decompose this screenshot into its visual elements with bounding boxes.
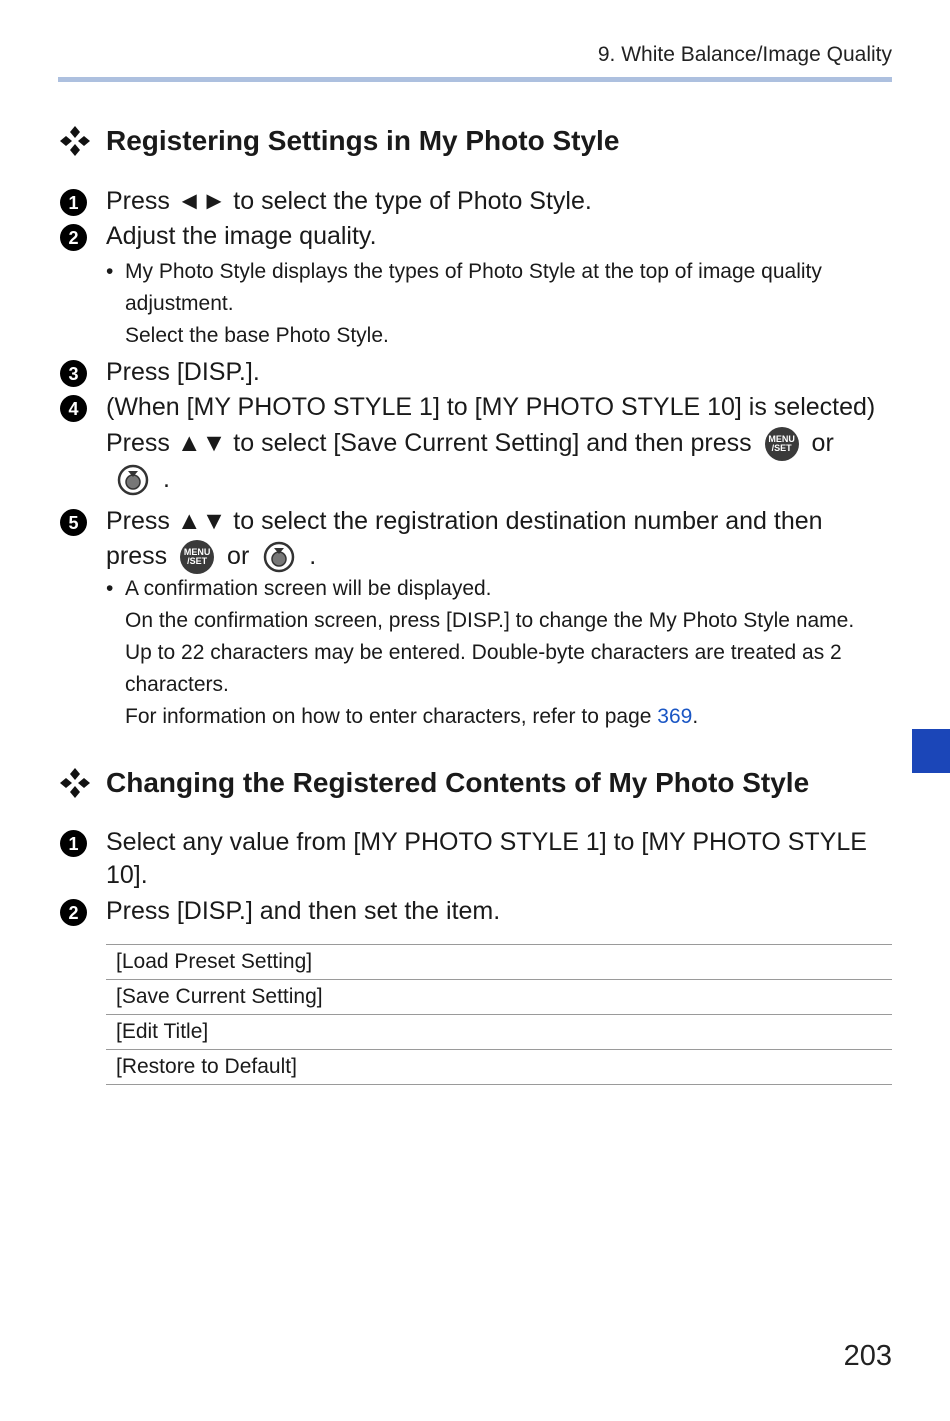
step-number: 2 (60, 224, 87, 251)
table-row (106, 1015, 892, 1050)
option-cell: [Edit Title] (106, 1015, 892, 1050)
period: . (162, 465, 170, 493)
section-title-text: Changing the Registered Contents of My Photo Style (106, 767, 810, 798)
step-text: Adjust the image quality. (106, 222, 377, 250)
step-text: (When [MY PHOTO STYLE 1] to [MY PHOTO STYLE 10] is selected) (106, 393, 876, 421)
option-cell: [Save Current Setting] (106, 980, 892, 1015)
period: . (309, 542, 317, 570)
page-link-369[interactable]: 369 (657, 705, 693, 728)
note-line: On the confirmation screen, press [DISP.] to change the My Photo Style name. (125, 609, 855, 632)
table-row (106, 980, 892, 1015)
note-line: My Photo Style displays the types of Photo Style at the top of image quality (125, 260, 822, 283)
step-1 (60, 825, 910, 895)
step-text: 10]. (106, 861, 148, 889)
note-line: Up to 22 characters may be entered. Double-byte characters are treated as 2 (125, 641, 842, 664)
or-text: or (227, 542, 250, 570)
step-text: Press [DISP.]. (106, 358, 260, 386)
step-text-line2 (106, 426, 896, 461)
or-text: or (811, 429, 834, 457)
diamond-bullet-icon (58, 124, 92, 158)
options-table (106, 944, 892, 1085)
bullet: • (106, 260, 114, 283)
section-title-registering (58, 124, 619, 158)
note-line: adjustment. (125, 292, 234, 315)
chapter-header: 9. White Balance/Image Quality (597, 43, 892, 66)
step-text-line3 (110, 462, 900, 497)
step-number: 4 (60, 395, 87, 422)
page-number: 203 (843, 1340, 892, 1372)
option-cell: [Restore to Default] (106, 1050, 892, 1085)
table-row (106, 945, 892, 980)
bullet: • (106, 577, 114, 600)
menu-set-button-icon: MENU /SET (180, 540, 214, 574)
step-text-line2 (106, 539, 896, 574)
note-line: characters. (125, 673, 229, 696)
step-text: Press ▲▼ to select [Save Current Setting] and then press (106, 429, 752, 457)
step-number: 1 (60, 830, 87, 857)
step-text: press (106, 542, 168, 570)
section-title-text: Registering Settings in My Photo Style (106, 125, 620, 156)
step-text: Press ▲▼ to select the registration destination number and then (106, 507, 823, 535)
menu-set-button-icon: MENU /SET (765, 427, 799, 461)
note-line: A confirmation screen will be displayed. (125, 577, 492, 600)
note-line: Select the base Photo Style. (125, 324, 389, 347)
note-line: For information on how to enter characters, refer to page 369. (125, 705, 699, 728)
section-title-changing (58, 766, 809, 800)
chapter-side-tab (912, 729, 950, 773)
control-dial-press-icon (262, 540, 296, 574)
table-row (106, 1050, 892, 1085)
note-step-2 (106, 256, 896, 356)
step-number: 2 (60, 899, 87, 926)
step-5 (60, 504, 910, 576)
step-text: Select any value from [MY PHOTO STYLE 1] to [MY PHOTO STYLE (106, 828, 867, 856)
step-text: Press ◄► to select the type of Photo Style. (106, 187, 592, 215)
diamond-bullet-icon (58, 766, 92, 800)
step-number: 5 (60, 509, 87, 536)
step-text: Press [DISP.] and then set the item. (106, 897, 501, 925)
step-4 (60, 390, 910, 505)
note-step-5 (106, 573, 896, 733)
control-dial-press-icon (116, 463, 150, 497)
option-cell: [Load Preset Setting] (106, 945, 892, 980)
step-number: 3 (60, 360, 87, 387)
header-rule (58, 77, 892, 82)
step-number: 1 (60, 189, 87, 216)
